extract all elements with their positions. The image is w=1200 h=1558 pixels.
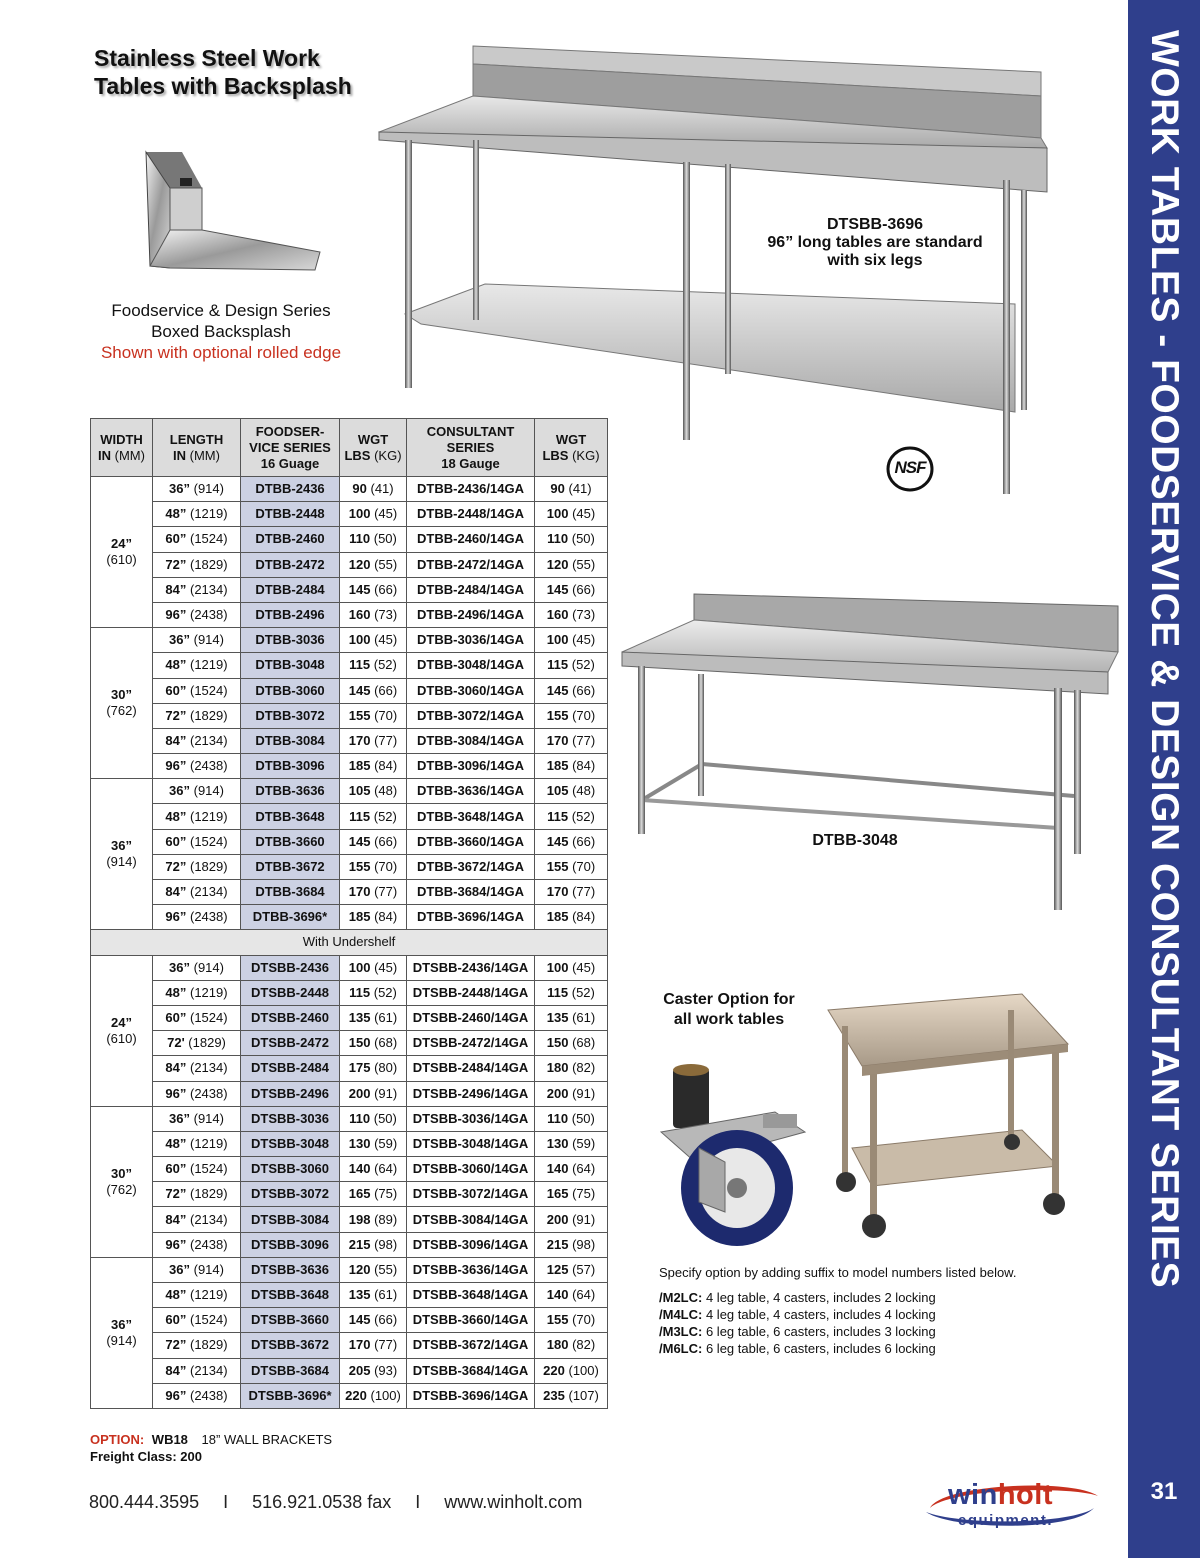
table-row bbox=[91, 1232, 608, 1257]
backsplash-photo bbox=[140, 148, 325, 278]
header-consultant: CONSULTANT SERIES 18 Gauge bbox=[407, 419, 535, 477]
backsplash-caption bbox=[86, 300, 356, 363]
winholt-logo-subtext: equipment. bbox=[958, 1512, 1054, 1529]
consultant-weight-cell: 100 (45) bbox=[535, 955, 608, 980]
foodservice-weight-cell: 115 (52) bbox=[340, 980, 407, 1005]
table-row bbox=[91, 502, 608, 527]
consultant-weight-cell: 140 (64) bbox=[535, 1157, 608, 1182]
length-cell: 48” (1219) bbox=[153, 1283, 241, 1308]
consultant-model-cell: DTSBB-3696/14GA bbox=[407, 1383, 535, 1408]
foodservice-model-cell: DTSBB-3684 bbox=[241, 1358, 340, 1383]
consultant-weight-cell: 100 (45) bbox=[535, 502, 608, 527]
foodservice-model-cell: DTBB-2448 bbox=[241, 502, 340, 527]
consultant-model-cell: DTSBB-3048/14GA bbox=[407, 1131, 535, 1156]
table-row bbox=[91, 628, 608, 653]
foodservice-model-cell: DTSBB-3636 bbox=[241, 1257, 340, 1282]
length-cell: 72” (1829) bbox=[153, 1333, 241, 1358]
footer-separator: I bbox=[223, 1492, 229, 1512]
caster-table-photo bbox=[822, 990, 1082, 1250]
consultant-weight-cell: 200 (91) bbox=[535, 1081, 608, 1106]
table-row bbox=[91, 980, 608, 1005]
length-cell: 96” (2438) bbox=[153, 1081, 241, 1106]
foodservice-weight-cell: 145 (66) bbox=[340, 1308, 407, 1333]
caster-option-item: /M2LC: 4 leg table, 4 casters, includes 2 locking bbox=[659, 1290, 936, 1305]
foodservice-model-cell: DTBB-3684 bbox=[241, 880, 340, 905]
length-cell: 72” (1829) bbox=[153, 552, 241, 577]
foodservice-model-cell: DTSBB-3096 bbox=[241, 1232, 340, 1257]
length-cell: 48” (1219) bbox=[153, 804, 241, 829]
foodservice-model-cell: DTSBB-3072 bbox=[241, 1182, 340, 1207]
consultant-weight-cell: 145 (66) bbox=[535, 829, 608, 854]
table-row bbox=[91, 653, 608, 678]
foodservice-weight-cell: 115 (52) bbox=[340, 804, 407, 829]
header-weight-fs: WGT LBS (KG) bbox=[340, 419, 407, 477]
caster-wheel-photo bbox=[655, 1062, 815, 1252]
foodservice-weight-cell: 100 (45) bbox=[340, 628, 407, 653]
length-cell: 96” (2438) bbox=[153, 602, 241, 627]
length-cell: 72” (1829) bbox=[153, 854, 241, 879]
consultant-model-cell: DTBB-2484/14GA bbox=[407, 577, 535, 602]
table-header-row bbox=[91, 419, 608, 477]
length-cell: 84” (2134) bbox=[153, 577, 241, 602]
foodservice-model-cell: DTSBB-3048 bbox=[241, 1131, 340, 1156]
consultant-model-cell: DTSBB-2448/14GA bbox=[407, 980, 535, 1005]
foodservice-model-cell: DTSBB-2460 bbox=[241, 1005, 340, 1030]
spec-table-body bbox=[91, 477, 608, 1409]
consultant-weight-cell: 155 (70) bbox=[535, 854, 608, 879]
consultant-weight-cell: 130 (59) bbox=[535, 1131, 608, 1156]
length-cell: 72' (1829) bbox=[153, 1031, 241, 1056]
foodservice-weight-cell: 160 (73) bbox=[340, 602, 407, 627]
table-row bbox=[91, 1005, 608, 1030]
consultant-weight-cell: 90 (41) bbox=[535, 477, 608, 502]
page-number: 31 bbox=[1150, 1478, 1178, 1505]
consultant-model-cell: DTBB-2460/14GA bbox=[407, 527, 535, 552]
foodservice-model-cell: DTBB-3048 bbox=[241, 653, 340, 678]
consultant-model-cell: DTBB-2436/14GA bbox=[407, 477, 535, 502]
foodservice-weight-cell: 200 (91) bbox=[340, 1081, 407, 1106]
foodservice-weight-cell: 185 (84) bbox=[340, 905, 407, 930]
length-cell: 84” (2134) bbox=[153, 1207, 241, 1232]
foodservice-weight-cell: 155 (70) bbox=[340, 854, 407, 879]
winholt-logo-text: winholt bbox=[948, 1479, 1053, 1511]
consultant-weight-cell: 165 (75) bbox=[535, 1182, 608, 1207]
foodservice-model-cell: DTSBB-3648 bbox=[241, 1283, 340, 1308]
foodservice-weight-cell: 170 (77) bbox=[340, 728, 407, 753]
length-cell: 60” (1524) bbox=[153, 829, 241, 854]
foodservice-weight-cell: 100 (45) bbox=[340, 502, 407, 527]
consultant-weight-cell: 100 (45) bbox=[535, 628, 608, 653]
foodservice-weight-cell: 170 (77) bbox=[340, 1333, 407, 1358]
consultant-model-cell: DTBB-3636/14GA bbox=[407, 779, 535, 804]
option-code: WB18 bbox=[151, 1432, 188, 1447]
foodservice-weight-cell: 120 (55) bbox=[340, 552, 407, 577]
consultant-model-cell: DTSBB-2484/14GA bbox=[407, 1056, 535, 1081]
foodservice-model-cell: DTBB-3696* bbox=[241, 905, 340, 930]
table-row bbox=[91, 1182, 608, 1207]
consultant-weight-cell: 120 (55) bbox=[535, 552, 608, 577]
table-row bbox=[91, 854, 608, 879]
consultant-weight-cell: 170 (77) bbox=[535, 880, 608, 905]
foodservice-weight-cell: 130 (59) bbox=[340, 1131, 407, 1156]
length-cell: 60” (1524) bbox=[153, 678, 241, 703]
foodservice-model-cell: DTBB-3672 bbox=[241, 854, 340, 879]
work-table-photo-dtbb-3048 bbox=[618, 588, 1123, 918]
option-text: 18” WALL BRACKETS bbox=[201, 1432, 333, 1447]
consultant-model-cell: DTSBB-3636/14GA bbox=[407, 1257, 535, 1282]
length-cell: 60” (1524) bbox=[153, 1005, 241, 1030]
sidebar-title: WORK TABLES - FOODSERVICE & DESIGN CONSULTANT SERIES bbox=[1143, 30, 1186, 1289]
caption-line-1: Foodservice & Design Series bbox=[111, 301, 331, 320]
width-cell: 30” (762) bbox=[91, 1106, 153, 1257]
length-cell: 36” (914) bbox=[153, 1106, 241, 1131]
table-row bbox=[91, 955, 608, 980]
foodservice-weight-cell: 150 (68) bbox=[340, 1031, 407, 1056]
consultant-weight-cell: 115 (52) bbox=[535, 980, 608, 1005]
table-row bbox=[91, 728, 608, 753]
consultant-model-cell: DTSBB-3096/14GA bbox=[407, 1232, 535, 1257]
foodservice-model-cell: DTBB-3096 bbox=[241, 754, 340, 779]
width-cell: 24” (610) bbox=[91, 477, 153, 628]
consultant-model-cell: DTBB-3660/14GA bbox=[407, 829, 535, 854]
caster-option-item: /M4LC: 4 leg table, 4 casters, includes 4 locking bbox=[659, 1307, 936, 1322]
foodservice-model-cell: DTBB-2496 bbox=[241, 602, 340, 627]
consultant-weight-cell: 145 (66) bbox=[535, 678, 608, 703]
footer-contact bbox=[89, 1492, 582, 1513]
foodservice-model-cell: DTSBB-2472 bbox=[241, 1031, 340, 1056]
consultant-weight-cell: 150 (68) bbox=[535, 1031, 608, 1056]
length-cell: 48” (1219) bbox=[153, 653, 241, 678]
consultant-weight-cell: 115 (52) bbox=[535, 653, 608, 678]
foodservice-weight-cell: 185 (84) bbox=[340, 754, 407, 779]
consultant-weight-cell: 185 (84) bbox=[535, 754, 608, 779]
length-cell: 96” (2438) bbox=[153, 754, 241, 779]
footer-separator: I bbox=[415, 1492, 421, 1512]
foodservice-weight-cell: 145 (66) bbox=[340, 829, 407, 854]
undershelf-section-row bbox=[91, 930, 608, 955]
consultant-model-cell: DTBB-3060/14GA bbox=[407, 678, 535, 703]
length-cell: 84” (2134) bbox=[153, 880, 241, 905]
foodservice-model-cell: DTBB-3648 bbox=[241, 804, 340, 829]
option-line bbox=[90, 1432, 332, 1448]
consultant-model-cell: DTBB-2448/14GA bbox=[407, 502, 535, 527]
length-cell: 84” (2134) bbox=[153, 728, 241, 753]
consultant-weight-cell: 140 (64) bbox=[535, 1283, 608, 1308]
length-cell: 96” (2438) bbox=[153, 1232, 241, 1257]
nsf-label: NSF bbox=[894, 458, 926, 477]
caster-heading-line-2: all work tables bbox=[673, 1011, 785, 1028]
foodservice-weight-cell: 175 (80) bbox=[340, 1056, 407, 1081]
consultant-model-cell: DTSBB-2436/14GA bbox=[407, 955, 535, 980]
table-row bbox=[91, 678, 608, 703]
foodservice-weight-cell: 140 (64) bbox=[340, 1157, 407, 1182]
foodservice-model-cell: DTBB-2436 bbox=[241, 477, 340, 502]
foodservice-weight-cell: 115 (52) bbox=[340, 653, 407, 678]
foodservice-weight-cell: 145 (66) bbox=[340, 577, 407, 602]
table-row bbox=[91, 527, 608, 552]
length-cell: 60” (1524) bbox=[153, 1157, 241, 1182]
consultant-weight-cell: 215 (98) bbox=[535, 1232, 608, 1257]
table-row bbox=[91, 1308, 608, 1333]
undershelf-label: With Undershelf bbox=[91, 930, 608, 955]
footer-phone: 800.444.3595 bbox=[89, 1492, 200, 1512]
caster-option-item: /M6LC: 6 leg table, 6 casters, includes 6 locking bbox=[659, 1341, 936, 1356]
length-cell: 36” (914) bbox=[153, 779, 241, 804]
length-cell: 48” (1219) bbox=[153, 502, 241, 527]
table-row bbox=[91, 1333, 608, 1358]
table-row bbox=[91, 1081, 608, 1106]
table-row bbox=[91, 1383, 608, 1408]
length-cell: 36” (914) bbox=[153, 628, 241, 653]
consultant-weight-cell: 160 (73) bbox=[535, 602, 608, 627]
consultant-model-cell: DTSBB-3648/14GA bbox=[407, 1283, 535, 1308]
foodservice-weight-cell: 170 (77) bbox=[340, 880, 407, 905]
foodservice-model-cell: DTBB-2484 bbox=[241, 577, 340, 602]
consultant-model-cell: DTSBB-2472/14GA bbox=[407, 1031, 535, 1056]
length-cell: 60” (1524) bbox=[153, 527, 241, 552]
table-row bbox=[91, 880, 608, 905]
length-cell: 84” (2134) bbox=[153, 1358, 241, 1383]
width-cell: 36” (914) bbox=[91, 1257, 153, 1408]
table-row bbox=[91, 754, 608, 779]
table-row bbox=[91, 477, 608, 502]
foodservice-weight-cell: 145 (66) bbox=[340, 678, 407, 703]
foodservice-model-cell: DTBB-3084 bbox=[241, 728, 340, 753]
consultant-model-cell: DTBB-3684/14GA bbox=[407, 880, 535, 905]
consultant-weight-cell: 110 (50) bbox=[535, 527, 608, 552]
caster-option-item: /M3LC: 6 leg table, 6 casters, includes 3 locking bbox=[659, 1324, 936, 1339]
header-length: LENGTH IN (MM) bbox=[153, 419, 241, 477]
table-row bbox=[91, 1283, 608, 1308]
foodservice-weight-cell: 155 (70) bbox=[340, 703, 407, 728]
foodservice-model-cell: DTSBB-3672 bbox=[241, 1333, 340, 1358]
consultant-weight-cell: 235 (107) bbox=[535, 1383, 608, 1408]
foodservice-model-cell: DTSBB-2484 bbox=[241, 1056, 340, 1081]
foodservice-model-cell: DTSBB-2436 bbox=[241, 955, 340, 980]
length-cell: 60” (1524) bbox=[153, 1308, 241, 1333]
table-row bbox=[91, 1358, 608, 1383]
table-row bbox=[91, 1207, 608, 1232]
foodservice-model-cell: DTBB-3636 bbox=[241, 779, 340, 804]
header-width: WIDTH IN (MM) bbox=[91, 419, 153, 477]
length-cell: 96” (2438) bbox=[153, 905, 241, 930]
consultant-weight-cell: 105 (48) bbox=[535, 779, 608, 804]
length-cell: 36” (914) bbox=[153, 955, 241, 980]
foodservice-model-cell: DTBB-3060 bbox=[241, 678, 340, 703]
length-cell: 36” (914) bbox=[153, 1257, 241, 1282]
foodservice-weight-cell: 100 (45) bbox=[340, 955, 407, 980]
foodservice-weight-cell: 215 (98) bbox=[340, 1232, 407, 1257]
foodservice-model-cell: DTBB-3660 bbox=[241, 829, 340, 854]
foodservice-weight-cell: 105 (48) bbox=[340, 779, 407, 804]
foodservice-weight-cell: 165 (75) bbox=[340, 1182, 407, 1207]
caster-heading bbox=[640, 990, 818, 1030]
table-row bbox=[91, 703, 608, 728]
freight-class: Freight Class: 200 bbox=[90, 1449, 202, 1464]
length-cell: 84” (2134) bbox=[153, 1056, 241, 1081]
foodservice-model-cell: DTSBB-3084 bbox=[241, 1207, 340, 1232]
consultant-weight-cell: 115 (52) bbox=[535, 804, 608, 829]
consultant-model-cell: DTBB-2472/14GA bbox=[407, 552, 535, 577]
table-row bbox=[91, 779, 608, 804]
table-row bbox=[91, 552, 608, 577]
consultant-model-cell: DTBB-3096/14GA bbox=[407, 754, 535, 779]
mid-photo-caption: DTBB-3048 bbox=[812, 832, 898, 849]
consultant-model-cell: DTSBB-3684/14GA bbox=[407, 1358, 535, 1383]
foodservice-model-cell: DTSBB-2496 bbox=[241, 1081, 340, 1106]
consultant-model-cell: DTSBB-2496/14GA bbox=[407, 1081, 535, 1106]
caster-heading-line-1: Caster Option for bbox=[663, 991, 795, 1008]
table-row bbox=[91, 804, 608, 829]
footer-fax: 516.921.0538 fax bbox=[252, 1492, 392, 1512]
consultant-weight-cell: 185 (84) bbox=[535, 905, 608, 930]
length-cell: 36” (914) bbox=[153, 477, 241, 502]
consultant-model-cell: DTBB-3696/14GA bbox=[407, 905, 535, 930]
foodservice-model-cell: DTBB-3072 bbox=[241, 703, 340, 728]
foodservice-weight-cell: 135 (61) bbox=[340, 1005, 407, 1030]
foodservice-model-cell: DTBB-2472 bbox=[241, 552, 340, 577]
caption-line-3: Shown with optional rolled edge bbox=[100, 343, 342, 362]
consultant-model-cell: DTBB-3048/14GA bbox=[407, 653, 535, 678]
consultant-model-cell: DTBB-3036/14GA bbox=[407, 628, 535, 653]
table-row bbox=[91, 577, 608, 602]
table-row bbox=[91, 1131, 608, 1156]
top-caption-line-2: 96” long tables are standard bbox=[767, 234, 983, 251]
foodservice-weight-cell: 220 (100) bbox=[340, 1383, 407, 1408]
consultant-weight-cell: 145 (66) bbox=[535, 577, 608, 602]
header-weight-cs: WGT LBS (KG) bbox=[535, 419, 608, 477]
consultant-weight-cell: 180 (82) bbox=[535, 1333, 608, 1358]
length-cell: 72” (1829) bbox=[153, 703, 241, 728]
option-label: OPTION: bbox=[90, 1432, 145, 1447]
foodservice-weight-cell: 110 (50) bbox=[340, 527, 407, 552]
table-row bbox=[91, 905, 608, 930]
consultant-weight-cell: 155 (70) bbox=[535, 703, 608, 728]
consultant-model-cell: DTSBB-3072/14GA bbox=[407, 1182, 535, 1207]
table-row bbox=[91, 829, 608, 854]
consultant-model-cell: DTSBB-3660/14GA bbox=[407, 1308, 535, 1333]
table-row bbox=[91, 1106, 608, 1131]
length-cell: 48” (1219) bbox=[153, 1131, 241, 1156]
title-line-1: Stainless Steel Work bbox=[94, 45, 320, 71]
consultant-model-cell: DTSBB-3672/14GA bbox=[407, 1333, 535, 1358]
caster-option-list bbox=[659, 1289, 936, 1357]
foodservice-model-cell: DTBB-2460 bbox=[241, 527, 340, 552]
consultant-weight-cell: 135 (61) bbox=[535, 1005, 608, 1030]
table-row bbox=[91, 1056, 608, 1081]
foodservice-weight-cell: 205 (93) bbox=[340, 1358, 407, 1383]
top-caption-line-3: with six legs bbox=[827, 252, 923, 269]
foodservice-weight-cell: 90 (41) bbox=[340, 477, 407, 502]
caption-line-2: Boxed Backsplash bbox=[151, 322, 291, 341]
consultant-weight-cell: 200 (91) bbox=[535, 1207, 608, 1232]
spec-table bbox=[90, 418, 608, 1409]
consultant-model-cell: DTBB-2496/14GA bbox=[407, 602, 535, 627]
table-row bbox=[91, 1157, 608, 1182]
table-row bbox=[91, 1031, 608, 1056]
top-photo-caption bbox=[750, 216, 1000, 270]
foodservice-weight-cell: 198 (89) bbox=[340, 1207, 407, 1232]
consultant-model-cell: DTSBB-2460/14GA bbox=[407, 1005, 535, 1030]
consultant-model-cell: DTBB-3672/14GA bbox=[407, 854, 535, 879]
foodservice-model-cell: DTSBB-3060 bbox=[241, 1157, 340, 1182]
foodservice-weight-cell: 135 (61) bbox=[340, 1283, 407, 1308]
title-line-2: Tables with Backsplash bbox=[94, 73, 352, 99]
consultant-weight-cell: 125 (57) bbox=[535, 1257, 608, 1282]
foodservice-weight-cell: 120 (55) bbox=[340, 1257, 407, 1282]
top-caption-model: DTSBB-3696 bbox=[826, 216, 924, 233]
consultant-model-cell: DTSBB-3084/14GA bbox=[407, 1207, 535, 1232]
table-row bbox=[91, 602, 608, 627]
consultant-weight-cell: 170 (77) bbox=[535, 728, 608, 753]
length-cell: 72” (1829) bbox=[153, 1182, 241, 1207]
consultant-weight-cell: 180 (82) bbox=[535, 1056, 608, 1081]
foodservice-model-cell: DTSBB-3036 bbox=[241, 1106, 340, 1131]
width-cell: 24” (610) bbox=[91, 955, 153, 1106]
length-cell: 48” (1219) bbox=[153, 980, 241, 1005]
header-foodservice: FOODSER- VICE SERIES 16 Guage bbox=[241, 419, 340, 477]
foodservice-model-cell: DTBB-3036 bbox=[241, 628, 340, 653]
consultant-weight-cell: 220 (100) bbox=[535, 1358, 608, 1383]
width-cell: 30” (762) bbox=[91, 628, 153, 779]
width-cell: 36” (914) bbox=[91, 779, 153, 930]
consultant-model-cell: DTBB-3072/14GA bbox=[407, 703, 535, 728]
length-cell: 96” (2438) bbox=[153, 1383, 241, 1408]
page-title bbox=[94, 44, 352, 100]
foodservice-weight-cell: 110 (50) bbox=[340, 1106, 407, 1131]
caster-specify-text: Specify option by adding suffix to model numbers listed below. bbox=[659, 1265, 1017, 1280]
consultant-model-cell: DTBB-3084/14GA bbox=[407, 728, 535, 753]
consultant-model-cell: DTSBB-3036/14GA bbox=[407, 1106, 535, 1131]
consultant-weight-cell: 155 (70) bbox=[535, 1308, 608, 1333]
footer-website[interactable]: www.winholt.com bbox=[444, 1492, 583, 1512]
consultant-model-cell: DTSBB-3060/14GA bbox=[407, 1157, 535, 1182]
table-row bbox=[91, 1257, 608, 1282]
consultant-weight-cell: 110 (50) bbox=[535, 1106, 608, 1131]
consultant-model-cell: DTBB-3648/14GA bbox=[407, 804, 535, 829]
foodservice-model-cell: DTSBB-3660 bbox=[241, 1308, 340, 1333]
foodservice-model-cell: DTSBB-3696* bbox=[241, 1383, 340, 1408]
foodservice-model-cell: DTSBB-2448 bbox=[241, 980, 340, 1005]
